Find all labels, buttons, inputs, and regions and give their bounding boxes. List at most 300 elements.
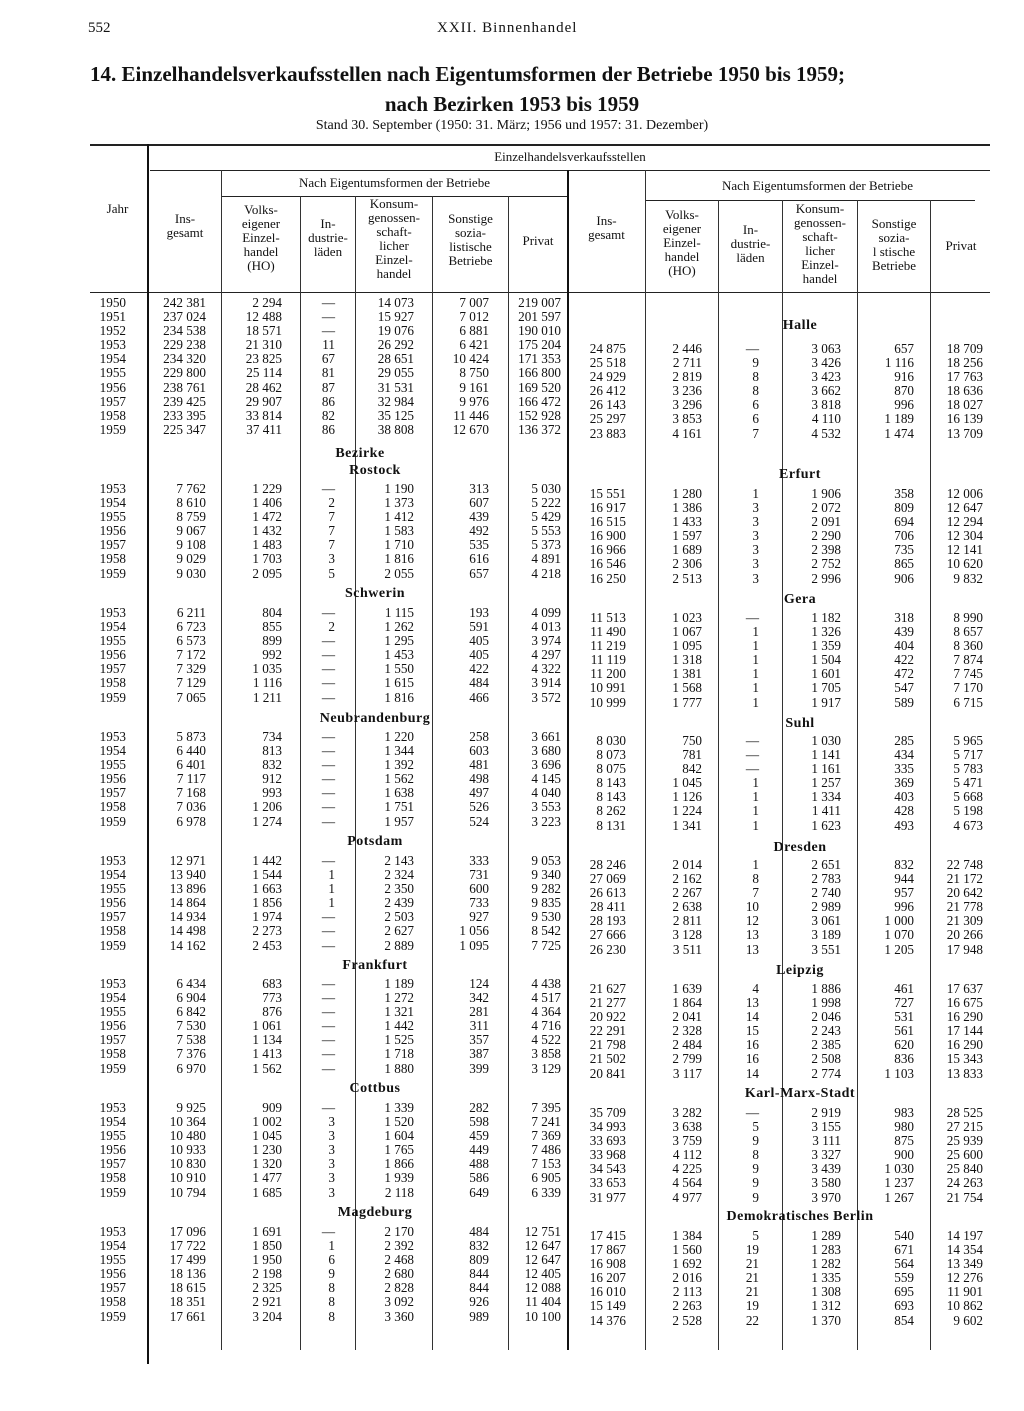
table-cell: 357 (469, 1032, 489, 1048)
table-cell: 342 (469, 990, 489, 1006)
table-cell: 2 774 (811, 1065, 841, 1081)
table-cell: 1 230 (252, 1142, 282, 1158)
table-cell: 2 828 (384, 1280, 414, 1296)
table-cell: 2 267 (672, 885, 702, 901)
privat-column (509, 1101, 561, 1200)
table-cell: 1957 (99, 909, 126, 925)
region-heading: Erfurt (779, 467, 821, 482)
table-cell: 1 339 (384, 1100, 414, 1115)
table-cell: 498 (469, 771, 489, 787)
header-rule-top (150, 170, 990, 171)
table-cell: 1 134 (252, 1032, 282, 1048)
table-cell: 1958 (99, 1294, 126, 1310)
table-cell: 1 (752, 652, 759, 668)
table-cell: 3 423 (811, 369, 841, 385)
table-cell: 2 651 (811, 857, 841, 872)
table-cell: 3 061 (811, 913, 841, 929)
table-cell: 1 000 (884, 913, 914, 929)
table-cell: 16 515 (589, 514, 626, 530)
table-cell: 11 490 (590, 624, 626, 640)
table-cell: 24 929 (589, 369, 626, 385)
table-cell: 7 170 (953, 680, 983, 696)
table-cell: 12 488 (245, 309, 282, 325)
table-cell: 238 761 (163, 379, 206, 395)
table-cell: 10 364 (169, 1114, 206, 1130)
table-cell: 832 (894, 857, 914, 872)
table-cell: 844 (469, 1280, 489, 1296)
table-cell: 1 182 (811, 610, 841, 625)
table-cell: 33 968 (589, 1147, 626, 1163)
table-cell: 14 376 (589, 1312, 626, 1328)
table-cell: 1 880 (384, 1060, 414, 1076)
bezirke-label: Bezirke (335, 446, 385, 461)
table-cell: 6 842 (176, 1004, 206, 1020)
table-cell: 4 145 (531, 771, 561, 787)
privat-column (931, 487, 983, 586)
table-cell: 7 241 (531, 1114, 561, 1130)
table-cell: 731 (469, 867, 489, 883)
table-cell: 983 (894, 1105, 914, 1120)
table-cell: 1958 (99, 675, 126, 691)
region-heading: Demokratisches Berlin (726, 1209, 874, 1224)
table-cell: 1956 (99, 1018, 126, 1034)
table-cell: 11 404 (525, 1294, 561, 1310)
top-rule (90, 144, 990, 146)
table-cell: 2 118 (384, 1184, 414, 1200)
region-heading: Frankfurt (342, 958, 408, 973)
table-cell: 1 917 (811, 694, 841, 710)
table-cell: 190 010 (518, 323, 561, 339)
table-cell: 13 (745, 941, 759, 957)
table-cell: 1 289 (811, 1228, 841, 1243)
year-column (90, 606, 126, 705)
table-cell: 1 777 (672, 694, 702, 710)
table-cell: 17 144 (946, 1023, 983, 1039)
table-cell: 1 205 (884, 941, 914, 957)
table-cell: 405 (469, 633, 489, 649)
table-cell: 694 (894, 514, 914, 530)
table-cell: 9 029 (176, 551, 206, 567)
table-cell: 1 061 (252, 1018, 282, 1034)
table-cell: 26 230 (589, 941, 626, 957)
sonstige-column (858, 342, 914, 441)
table-cell: — (321, 1004, 335, 1020)
table-cell: 1 751 (384, 799, 414, 815)
insgesamt-column (150, 296, 206, 437)
table-cell: 11 119 (590, 652, 626, 668)
table-cell: 1954 (99, 1114, 126, 1130)
table-cell: 3 (752, 500, 759, 516)
table-cell: 12 647 (946, 500, 983, 516)
table-cell: 3 223 (531, 813, 561, 829)
table-cell: 369 (894, 775, 914, 791)
table-cell: — (321, 799, 335, 815)
table-cell: 21 309 (946, 913, 983, 929)
table-cell: 1954 (99, 990, 126, 1006)
table-cell: 3 680 (531, 743, 561, 759)
table-cell: 836 (894, 1051, 914, 1067)
table-cell: 535 (469, 537, 489, 553)
table-cell: — (745, 761, 759, 777)
table-cell: 1953 (99, 729, 126, 744)
table-cell: 1 (328, 867, 335, 883)
table-cell: 281 (469, 1004, 489, 1020)
konsum-column (783, 858, 841, 957)
table-cell: 9 602 (953, 1312, 983, 1328)
table-cell: 461 (894, 981, 914, 996)
table-cell: 1 562 (384, 771, 414, 787)
table-cell: 944 (894, 871, 914, 887)
table-cell: 8 759 (176, 509, 206, 525)
table-cell: 750 (682, 733, 702, 748)
table-cell: 3 638 (672, 1119, 702, 1135)
table-cell: 1 023 (672, 610, 702, 625)
table-cell: 175 204 (518, 337, 561, 353)
table-cell: 671 (894, 1242, 914, 1258)
table-cell: 21 310 (245, 337, 282, 353)
table-cell: 1957 (99, 1032, 126, 1048)
table-cell: 19 (745, 1298, 759, 1314)
table-cell: 727 (894, 995, 914, 1011)
table-cell: 1 998 (811, 995, 841, 1011)
industrie-column (301, 977, 335, 1076)
konsum-column (356, 854, 414, 953)
table-cell: 285 (894, 733, 914, 748)
table-cell: 1958 (99, 1046, 126, 1062)
table-cell: 18 571 (245, 323, 282, 339)
table-cell: 657 (469, 565, 489, 581)
table-cell: 18 636 (946, 383, 983, 399)
table-cell: 26 292 (377, 337, 414, 353)
table-cell: 16 290 (946, 1037, 983, 1053)
table-cell: 1 262 (384, 619, 414, 635)
table-cell: 1 (752, 789, 759, 805)
table-cell: — (321, 689, 335, 705)
table-cell: — (321, 990, 335, 1006)
table-cell: 1953 (99, 605, 126, 620)
table-cell: 2 046 (811, 1009, 841, 1025)
table-cell: 472 (894, 666, 914, 682)
table-cell: 2 324 (384, 867, 414, 883)
konsum-column (356, 1225, 414, 1324)
table-cell: 8 030 (596, 733, 626, 748)
table-cell: 17 661 (169, 1308, 206, 1324)
sonstige-column (858, 734, 914, 833)
table-cell: 169 520 (518, 379, 561, 395)
table-cell: 2 508 (811, 1051, 841, 1067)
table-cell: 16 908 (589, 1256, 626, 1272)
table-cell: 1 906 (811, 486, 841, 501)
table-cell: 3 (752, 528, 759, 544)
table-cell: 12 294 (946, 514, 983, 530)
privat-column (509, 977, 561, 1076)
table-cell: 492 (469, 523, 489, 539)
table-cell: 3 572 (531, 689, 561, 705)
table-cell: 1 067 (672, 624, 702, 640)
table-cell: 657 (894, 341, 914, 356)
table-cell: 81 (321, 365, 335, 381)
table-cell: 1 703 (252, 551, 282, 567)
table-cell: 10 100 (524, 1308, 561, 1324)
region-heading: Halle (782, 318, 818, 333)
table-cell: 12 304 (946, 528, 983, 544)
table-cell: 2 392 (384, 1238, 414, 1254)
table-cell: 9 (752, 1133, 759, 1149)
table-cell: 870 (894, 383, 914, 399)
table-cell: 1953 (99, 1224, 126, 1239)
table-cell: 13 (745, 995, 759, 1011)
table-cell: 17 722 (169, 1238, 206, 1254)
sonstige-column (858, 982, 914, 1081)
table-cell: 1 433 (672, 514, 702, 530)
table-cell: 8 (752, 383, 759, 399)
table-cell: 3 (328, 551, 335, 567)
table-cell: 1954 (99, 867, 126, 883)
col-head-top: Einzelhandelsverkaufsstellen (494, 149, 646, 164)
table-cell: 13 (745, 927, 759, 943)
table-cell: 16 139 (946, 411, 983, 427)
table-cell: 12 751 (524, 1224, 561, 1239)
table-cell: 27 215 (946, 1119, 983, 1135)
table-cell: 992 (262, 647, 282, 663)
table-cell: 1 710 (384, 537, 414, 553)
table-cell: 589 (894, 694, 914, 710)
table-cell: 1 520 (384, 1114, 414, 1130)
table-cell: 29 907 (245, 393, 282, 409)
table-cell: 1 544 (252, 867, 282, 883)
table-cell: 13 349 (946, 1256, 983, 1272)
industrie-column (719, 982, 759, 1081)
table-cell: 1 638 (384, 785, 414, 801)
table-cell: 9 832 (953, 570, 983, 586)
table-cell: — (321, 757, 335, 773)
table-cell: 5 (752, 1228, 759, 1243)
table-cell: 15 (745, 1023, 759, 1039)
table-cell: 1956 (99, 771, 126, 787)
table-cell: 1 386 (672, 500, 702, 516)
table-cell: 1 (752, 817, 759, 833)
table-cell: 7 530 (176, 1018, 206, 1034)
table-cell: 8 360 (953, 638, 983, 654)
table-cell: 234 320 (163, 351, 206, 367)
table-cell: 6 401 (176, 757, 206, 773)
table-cell: 239 425 (163, 393, 206, 409)
table-cell: 1954 (99, 743, 126, 759)
table-cell: 2 325 (252, 1280, 282, 1296)
table-cell: 561 (894, 1023, 914, 1039)
table-cell: 86 (321, 421, 335, 437)
table-cell: 21 (745, 1256, 759, 1272)
table-cell: 916 (894, 369, 914, 385)
privat-column (931, 342, 983, 441)
table-cell: 7 329 (176, 661, 206, 677)
table-cell: — (321, 813, 335, 829)
table-cell: 7 745 (953, 666, 983, 682)
table-cell: 1 406 (252, 495, 282, 511)
volkseigener-column (646, 611, 702, 710)
table-cell: 996 (894, 899, 914, 915)
table-cell: 16 675 (946, 995, 983, 1011)
table-cell: 3 (328, 1142, 335, 1158)
table-cell: 3 511 (672, 941, 702, 957)
table-cell: 2 273 (252, 923, 282, 939)
table-cell: 1 161 (811, 761, 841, 777)
table-cell: 1955 (99, 1004, 126, 1020)
table-cell: 28 246 (589, 857, 626, 872)
table-cell: — (321, 1224, 335, 1239)
table-cell: 1 318 (672, 652, 702, 668)
table-cell: 8 (752, 871, 759, 887)
table-cell: 2 439 (384, 895, 414, 911)
table-cell: 1956 (99, 523, 126, 539)
table-cell: 1 692 (672, 1256, 702, 1272)
table-cell: 1955 (99, 757, 126, 773)
table-cell: 693 (894, 1298, 914, 1314)
table-cell: 2 819 (672, 369, 702, 385)
table-cell: 28 651 (377, 351, 414, 367)
table-cell: 86 (321, 393, 335, 409)
table-cell: 3 970 (811, 1189, 841, 1205)
table-cell: 5 717 (953, 747, 983, 763)
table-cell: — (745, 1105, 759, 1120)
table-cell: 12 141 (946, 542, 983, 558)
table-cell: 1957 (99, 1280, 126, 1296)
year-column (90, 296, 126, 437)
table-cell: 2 243 (811, 1023, 841, 1039)
table-cell: 1 030 (884, 1161, 914, 1177)
table-cell: 1 308 (811, 1284, 841, 1300)
col-head-konsum-r: Konsum- genossen- schaft- licher Einzel- handel (794, 201, 846, 286)
region-heading: Neubrandenburg (319, 711, 431, 726)
col-head-privat: Privat (522, 233, 554, 248)
table-cell: 3 974 (531, 633, 561, 649)
table-cell: 16 900 (589, 528, 626, 544)
table-cell: — (321, 323, 335, 339)
table-cell: 1 045 (252, 1128, 282, 1144)
region-heading: Cottbus (349, 1081, 401, 1096)
table-cell: 7 486 (531, 1142, 561, 1158)
table-cell: 403 (894, 789, 914, 805)
col-head-group-left: Nach Eigentumsformen der Betriebe (299, 175, 490, 190)
table-cell: 422 (469, 661, 489, 677)
table-cell: 1 220 (384, 729, 414, 744)
sonstige-column (433, 854, 489, 953)
table-cell: 2 799 (672, 1051, 702, 1067)
table-cell: 31 977 (589, 1189, 626, 1205)
industrie-column (301, 730, 335, 829)
table-cell: 3 (752, 514, 759, 530)
table-cell: 404 (894, 638, 914, 654)
table-cell: 1 (328, 1238, 335, 1254)
table-cell: 4 218 (531, 565, 561, 581)
table-cell: 5 553 (531, 523, 561, 539)
table-cell: 906 (894, 570, 914, 586)
table-cell: 422 (894, 652, 914, 668)
table-cell: 1 568 (672, 680, 702, 696)
table-cell: 171 353 (518, 351, 561, 367)
konsum-column (783, 1229, 841, 1328)
sonstige-column (858, 1106, 914, 1205)
table-cell: 7 007 (459, 295, 489, 310)
volkseigener-column (646, 487, 702, 586)
privat-column (509, 482, 561, 581)
table-cell: 335 (894, 761, 914, 777)
table-cell: 8 (328, 1280, 335, 1296)
col-head-industrie-r: In- dustrie- läden (730, 222, 771, 265)
table-cell: 2 752 (811, 556, 841, 572)
table-cell: 16 546 (589, 556, 626, 572)
table-cell: 1953 (99, 976, 126, 991)
table-cell: 11 446 (453, 407, 489, 423)
table-cell: 1957 (99, 537, 126, 553)
table-cell: 586 (469, 1170, 489, 1186)
region-heading: Rostock (349, 463, 401, 478)
table-cell: 1 442 (384, 1018, 414, 1034)
table-cell: 14 934 (169, 909, 206, 925)
table-cell: — (745, 341, 759, 356)
insgesamt-column (150, 482, 206, 581)
table-cell: 2 889 (384, 937, 414, 953)
table-cell: 18 351 (169, 1294, 206, 1310)
table-cell: 1 335 (811, 1270, 841, 1286)
industrie-column (301, 1225, 335, 1324)
year-column (90, 854, 126, 953)
table-cell: 12 (745, 913, 759, 929)
industrie-column (719, 1229, 759, 1328)
table-cell: 1 392 (384, 757, 414, 773)
table-cell: 9 925 (176, 1100, 206, 1115)
table-cell: 4 522 (531, 1032, 561, 1048)
table-cell: 1 002 (252, 1114, 282, 1130)
industrie-column (719, 611, 759, 710)
table-cell: 7 129 (176, 675, 206, 691)
table-cell: 35 709 (589, 1105, 626, 1120)
table-cell: — (321, 923, 335, 939)
table-cell: 1 957 (384, 813, 414, 829)
table-cell: — (321, 1018, 335, 1034)
table-cell: 14 197 (946, 1228, 983, 1243)
table-cell: 1 280 (672, 486, 702, 501)
table-cell: 3 360 (384, 1308, 414, 1324)
table-cell: 14 162 (169, 937, 206, 953)
table-cell: 484 (469, 675, 489, 691)
table-cell: 23 825 (245, 351, 282, 367)
table-cell: 5 222 (531, 495, 561, 511)
table-title-line2: nach Bezirken 1953 bis 1959 (384, 92, 640, 116)
table-cell: 1 282 (811, 1256, 841, 1272)
table-cell: 1959 (99, 813, 126, 829)
table-cell: 1 274 (252, 813, 282, 829)
year-column (90, 1101, 126, 1200)
table-cell: 11 (322, 337, 335, 353)
table-cell: 21 (745, 1284, 759, 1300)
table-cell: 1 950 (252, 1252, 282, 1268)
volkseigener-column (222, 854, 282, 953)
table-cell: 4 564 (672, 1175, 702, 1191)
industrie-column (719, 1106, 759, 1205)
table-cell: 10 424 (452, 351, 489, 367)
industrie-column (719, 734, 759, 833)
konsum-column (783, 342, 841, 441)
table-cell: 909 (262, 1100, 282, 1115)
table-cell: 1956 (99, 895, 126, 911)
table-cell: 11 513 (590, 610, 626, 625)
table-cell: 3 236 (672, 383, 702, 399)
table-cell: 1 (752, 638, 759, 654)
table-cell: 6 905 (531, 1170, 561, 1186)
table-cell: 1 295 (384, 633, 414, 649)
table-cell: 12 006 (946, 486, 983, 501)
